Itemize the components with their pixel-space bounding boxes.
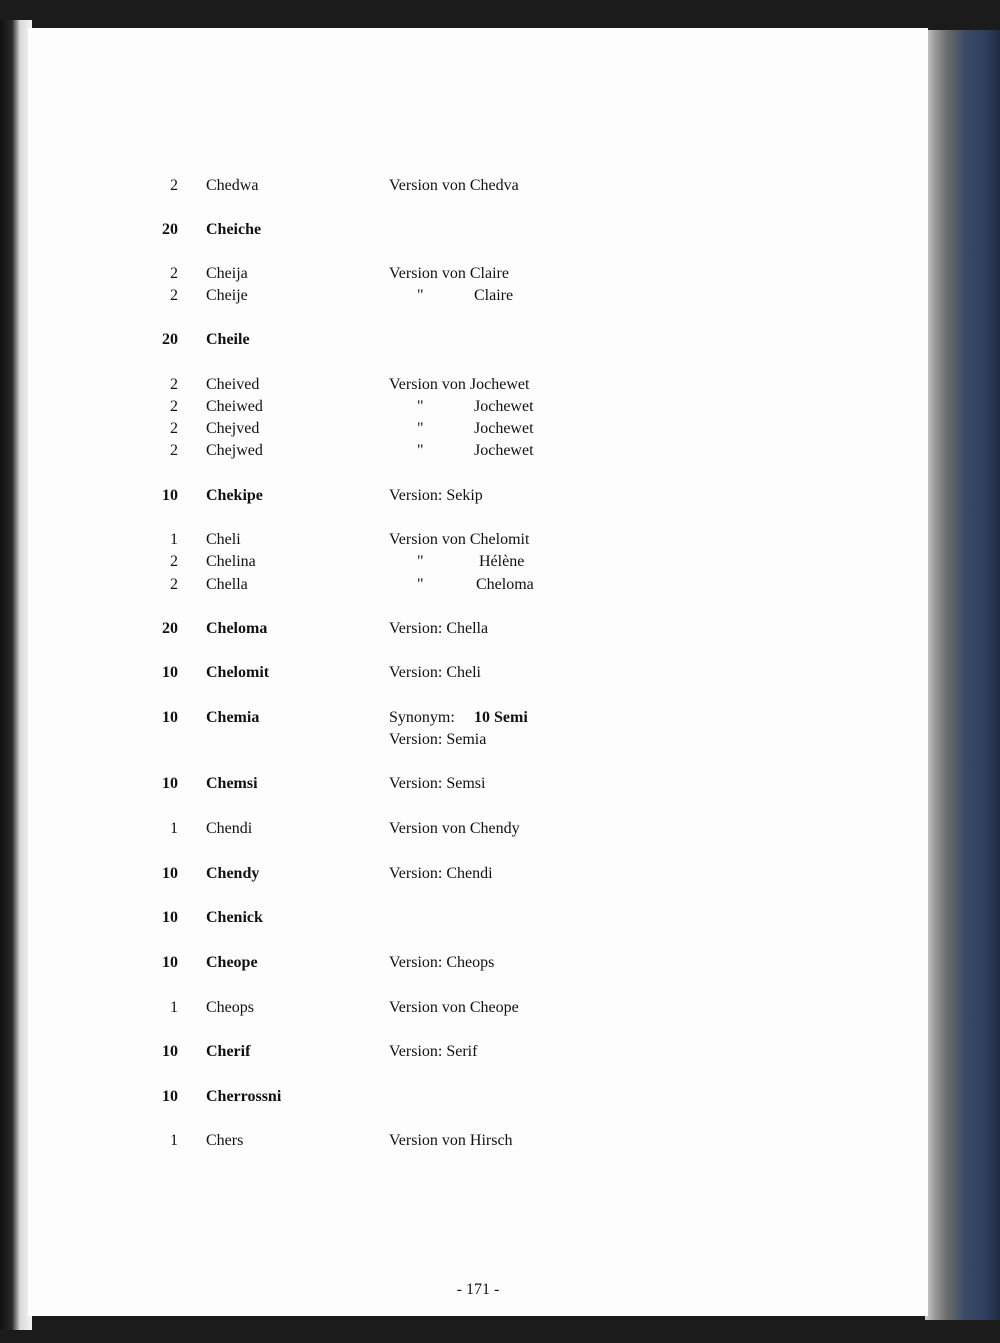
entry-count: 1 (170, 1132, 178, 1149)
entry-name: Chekipe (206, 487, 263, 504)
name-entry-row (28, 219, 928, 241)
page-number: - 171 - (456, 1281, 500, 1298)
name-entry-row (28, 263, 928, 285)
name-entry-row (28, 997, 928, 1019)
entry-name: Cheiwed (206, 398, 263, 415)
entry-name: Chers (206, 1132, 244, 1149)
entry-description: Version von Hirsch (389, 1132, 513, 1149)
entry-description: Version von Jochewet (389, 376, 530, 393)
name-entry-row (28, 707, 928, 729)
name-entry-row (28, 662, 928, 684)
version-target: Jochewet (474, 420, 534, 437)
ditto-mark: " (417, 553, 424, 570)
entry-name: Chenick (206, 909, 263, 926)
name-entry-row (28, 551, 928, 573)
name-entry-row (28, 285, 928, 307)
entry-name: Cheloma (206, 620, 268, 637)
name-entry-row (28, 618, 928, 640)
entry-count: 20 (162, 620, 178, 637)
entry-description: Version von Chedva (389, 177, 519, 194)
ditto-mark: " (417, 420, 424, 437)
name-entry-row (28, 175, 928, 197)
name-entry-row (28, 440, 928, 462)
entry-count: 10 (162, 709, 178, 726)
entry-count: 2 (170, 576, 178, 593)
version-target: Cheloma (476, 576, 534, 593)
name-entry-row (28, 1130, 928, 1152)
entry-name: Cherif (206, 1043, 251, 1060)
entry-count: 10 (162, 1088, 178, 1105)
entry-description: Version: Cheli (389, 664, 481, 681)
entry-name: Chemsi (206, 775, 258, 792)
ditto-mark: " (417, 576, 424, 593)
entry-count: 1 (170, 820, 178, 837)
name-entry-row (28, 952, 928, 974)
entry-count: 2 (170, 376, 178, 393)
entry-count: 2 (170, 177, 178, 194)
entry-description: Version von Chendy (389, 820, 520, 837)
synonym-reference: 10 Semi (474, 709, 528, 726)
entry-name: Cheope (206, 954, 258, 971)
name-entry-row (28, 529, 928, 551)
entry-count: 2 (170, 553, 178, 570)
name-entry-row (28, 1041, 928, 1063)
name-entry-row (28, 485, 928, 507)
entry-description: Version: Semia (389, 731, 487, 748)
version-target: Jochewet (474, 398, 534, 415)
entry-description: Version: Cheops (389, 954, 495, 971)
entry-description: Version von Claire (389, 265, 509, 282)
entry-description: Version von Chelomit (389, 531, 530, 548)
entry-count: 10 (162, 865, 178, 882)
entry-name: Cheli (206, 531, 241, 548)
entry-count: 10 (162, 775, 178, 792)
entry-description: Synonym: (389, 709, 455, 726)
entry-name: Cheija (206, 265, 248, 282)
version-target: Hélène (479, 553, 525, 570)
entry-name: Cheile (206, 331, 250, 348)
name-entry-row (28, 818, 928, 840)
ditto-mark: " (417, 398, 424, 415)
book-page (28, 28, 928, 1316)
version-target: Claire (474, 287, 514, 304)
ditto-mark: " (417, 287, 424, 304)
entry-description: Version: Sekip (389, 487, 483, 504)
entry-count: 2 (170, 398, 178, 415)
entry-name: Cheije (206, 287, 248, 304)
entry-name: Chendy (206, 865, 260, 882)
entry-count: 2 (170, 265, 178, 282)
version-target: Jochewet (474, 442, 534, 459)
name-entry-row (28, 907, 928, 929)
entry-count: 2 (170, 287, 178, 304)
entry-count: 20 (162, 331, 178, 348)
entry-description: Version von Cheope (389, 999, 519, 1016)
name-entry-row (28, 729, 928, 751)
name-entry-row (28, 863, 928, 885)
entry-count: 1 (170, 999, 178, 1016)
entry-count: 2 (170, 442, 178, 459)
entry-count: 10 (162, 954, 178, 971)
name-entry-row (28, 773, 928, 795)
name-entry-row (28, 418, 928, 440)
entry-name: Chelomit (206, 664, 270, 681)
entry-name: Chejved (206, 420, 260, 437)
ditto-mark: " (417, 442, 424, 459)
name-entry-row (28, 396, 928, 418)
entry-description: Version: Semsi (389, 775, 486, 792)
entry-count: 10 (162, 1043, 178, 1060)
entry-name: Chemia (206, 709, 260, 726)
entry-name: Cherrossni (206, 1088, 282, 1105)
entry-count: 10 (162, 909, 178, 926)
entry-name: Cheops (206, 999, 254, 1016)
name-entry-row (28, 329, 928, 351)
entry-description: Version: Chella (389, 620, 489, 637)
entry-name: Chendi (206, 820, 253, 837)
entry-count: 10 (162, 487, 178, 504)
entry-count: 20 (162, 221, 178, 238)
entry-description: Version: Serif (389, 1043, 478, 1060)
name-entry-row (28, 374, 928, 396)
entry-count: 10 (162, 664, 178, 681)
book-cover-edge-right (925, 30, 1000, 1320)
entry-name: Chella (206, 576, 248, 593)
entry-name: Cheiche (206, 221, 262, 238)
entry-count: 1 (170, 531, 178, 548)
entry-description: Version: Chendi (389, 865, 493, 882)
entry-name: Chejwed (206, 442, 263, 459)
name-entry-row (28, 574, 928, 596)
entry-name: Chelina (206, 553, 256, 570)
entry-count: 2 (170, 420, 178, 437)
name-entry-row (28, 1086, 928, 1108)
entry-name: Chedwa (206, 177, 259, 194)
entry-name: Cheived (206, 376, 260, 393)
